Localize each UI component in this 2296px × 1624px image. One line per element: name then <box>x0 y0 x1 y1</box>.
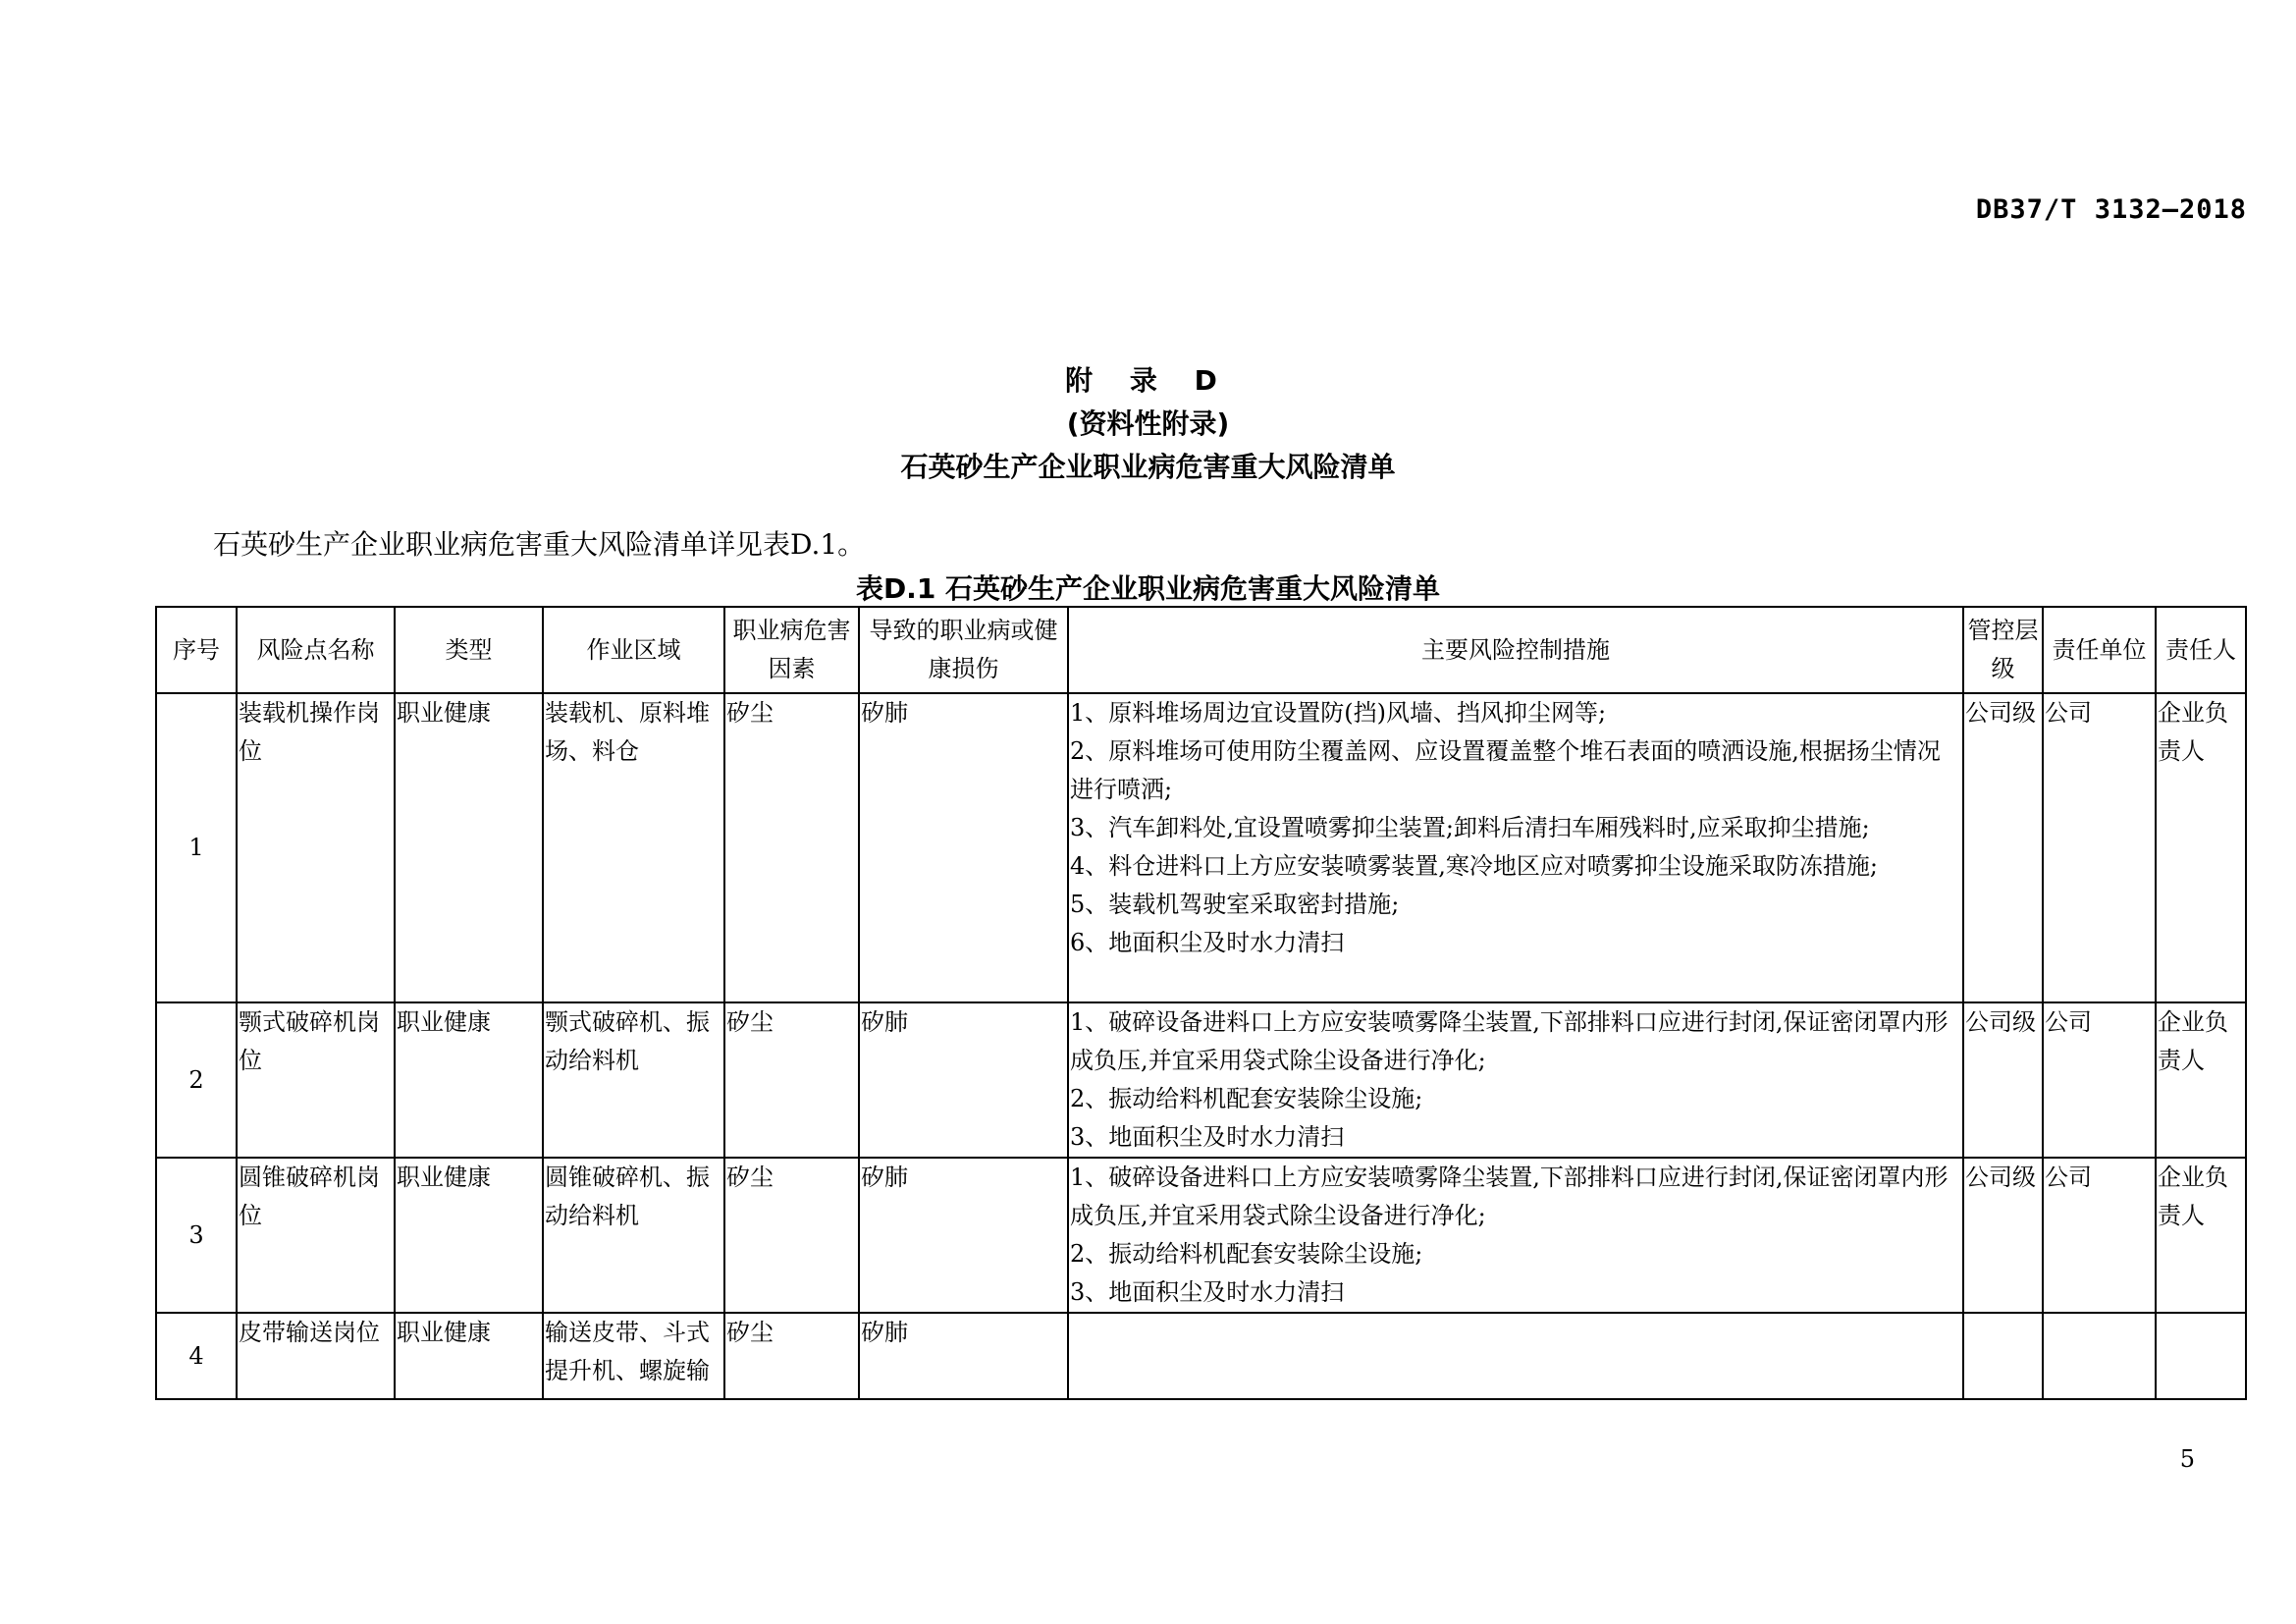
row-type: 职业健康 <box>395 1002 543 1158</box>
table-row <box>156 1158 2246 1313</box>
row-hazard-factor: 矽尘 <box>724 693 859 1002</box>
row-control-level: 公司级 <box>1963 1002 2043 1158</box>
row-disease: 矽肺 <box>859 693 1068 1002</box>
header-hazard-factor: 职业病危害因素 <box>724 607 859 693</box>
row-responsible-person: 企业负责人 <box>2156 1002 2246 1158</box>
row-type: 职业健康 <box>395 1158 543 1313</box>
row-disease: 矽肺 <box>859 1002 1068 1158</box>
row-disease: 矽肺 <box>859 1313 1068 1399</box>
document-code: DB37/T 3132—2018 <box>1975 194 2247 225</box>
appendix-title: 石英砂生产企业职业病危害重大风险清单 <box>900 451 1396 483</box>
row-responsible-person: 企业负责人 <box>2156 693 2246 1002</box>
header-responsible-unit: 责任单位 <box>2043 607 2156 693</box>
header-work-area: 作业区域 <box>543 607 724 693</box>
row-control-level: 公司级 <box>1963 1158 2043 1313</box>
risk-table <box>155 606 2247 1400</box>
row-type: 职业健康 <box>395 693 543 1002</box>
measure-item: 1、破碎设备进料口上方应安装喷雾降尘装置,下部排料口应进行封闭,保证密闭罩内形成负压,并宜采用袋式除尘设备进行净化; <box>1070 1164 1949 1229</box>
measure-item: 1、原料堆场周边宜设置防(挡)风墙、挡风抑尘网等; <box>1070 699 1607 727</box>
row-hazard-factor: 矽尘 <box>724 1158 859 1313</box>
header-responsible-person: 责任人 <box>2156 607 2246 693</box>
row-risk-point: 皮带输送岗位 <box>237 1313 395 1399</box>
measure-item: 4、料仓进料口上方应安装喷雾装置,寒冷地区应对喷雾抑尘设施采取防冻措施; <box>1070 852 1878 880</box>
header-no: 序号 <box>156 607 237 693</box>
row-control-level: 公司级 <box>1963 693 2043 1002</box>
row-risk-point: 装载机操作岗位 <box>237 693 395 1002</box>
row-hazard-factor: 矽尘 <box>724 1002 859 1158</box>
row-responsible-unit: 公司 <box>2043 1002 2156 1158</box>
row-control-measures <box>1068 1313 1963 1399</box>
intro-paragraph: 石英砂生产企业职业病危害重大风险清单详见表D.1。 <box>213 528 866 561</box>
measure-item: 5、装载机驾驶室采取密封措施; <box>1070 891 1400 918</box>
row-work-area: 颚式破碎机、振动给料机 <box>543 1002 724 1158</box>
measure-item: 6、地面积尘及时水力清扫 <box>1070 929 1345 956</box>
row-work-area: 装载机、原料堆场、料仓 <box>543 693 724 1002</box>
measure-item: 2、振动给料机配套安装除尘设施; <box>1070 1085 1423 1112</box>
header-risk-point: 风险点名称 <box>237 607 395 693</box>
table-row <box>156 1002 2246 1158</box>
table-caption: 表D.1 石英砂生产企业职业病危害重大风险清单 <box>855 572 1441 605</box>
row-responsible-unit <box>2043 1313 2156 1399</box>
row-hazard-factor: 矽尘 <box>724 1313 859 1399</box>
row-responsible-unit: 公司 <box>2043 693 2156 1002</box>
appendix-label: 附 录 D <box>1065 364 1231 397</box>
header-type: 类型 <box>395 607 543 693</box>
measure-item: 3、地面积尘及时水力清扫 <box>1070 1123 1345 1151</box>
row-risk-point: 颚式破碎机岗位 <box>237 1002 395 1158</box>
row-control-level <box>1963 1313 2043 1399</box>
header-control-level: 管控层级 <box>1963 607 2043 693</box>
table-header-row <box>156 607 2246 693</box>
header-control-measures: 主要风险控制措施 <box>1068 607 1963 693</box>
row-control-measures <box>1068 1158 1963 1313</box>
row-work-area: 圆锥破碎机、振动给料机 <box>543 1158 724 1313</box>
table-row <box>156 1313 2246 1399</box>
measure-item: 3、汽车卸料处,宜设置喷雾抑尘装置;卸料后清扫车厢残料时,应采取抑尘措施; <box>1070 814 1870 841</box>
row-no: 4 <box>156 1313 237 1399</box>
table-row <box>156 693 2246 1002</box>
header-disease: 导致的职业病或健康损伤 <box>859 607 1068 693</box>
row-responsible-unit: 公司 <box>2043 1158 2156 1313</box>
measure-item: 3、地面积尘及时水力清扫 <box>1070 1278 1345 1306</box>
measure-item: 2、振动给料机配套安装除尘设施; <box>1070 1240 1423 1268</box>
measure-item: 2、原料堆场可使用防尘覆盖网、应设置覆盖整个堆石表面的喷洒设施,根据扬尘情况进行喷洒; <box>1070 737 1941 803</box>
row-no: 1 <box>156 693 237 1002</box>
appendix-nature: (资料性附录) <box>1066 407 1230 440</box>
row-disease: 矽肺 <box>859 1158 1068 1313</box>
row-type: 职业健康 <box>395 1313 543 1399</box>
row-risk-point: 圆锥破碎机岗位 <box>237 1158 395 1313</box>
row-no: 3 <box>156 1158 237 1313</box>
row-control-measures <box>1068 693 1963 1002</box>
row-no: 2 <box>156 1002 237 1158</box>
page-number: 5 <box>2179 1445 2195 1473</box>
row-responsible-person: 企业负责人 <box>2156 1158 2246 1313</box>
measure-item: 1、破碎设备进料口上方应安装喷雾降尘装置,下部排料口应进行封闭,保证密闭罩内形成负压,并宜采用袋式除尘设备进行净化; <box>1070 1008 1949 1074</box>
row-control-measures <box>1068 1002 1963 1158</box>
row-work-area: 输送皮带、斗式提升机、螺旋输 <box>543 1313 724 1399</box>
row-responsible-person <box>2156 1313 2246 1399</box>
